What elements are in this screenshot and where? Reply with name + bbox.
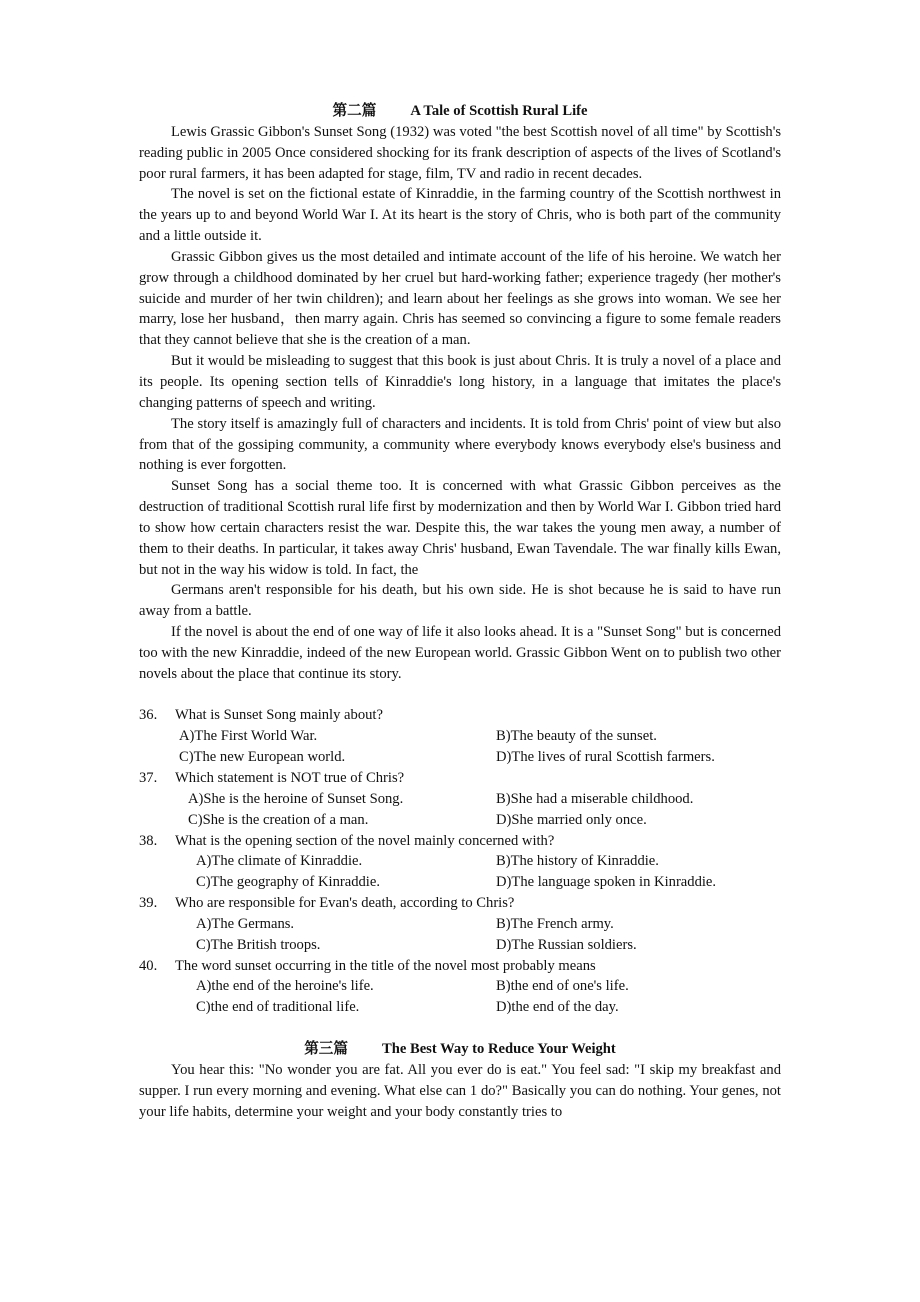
option-row bbox=[139, 914, 781, 935]
option-row bbox=[139, 726, 781, 747]
option-c: C)She is the creation of a man. bbox=[188, 811, 369, 828]
question-stem: What is Sunset Song mainly about? bbox=[175, 707, 383, 724]
question-36 bbox=[139, 705, 781, 726]
option-c: C)The British troops. bbox=[196, 936, 321, 953]
option-row bbox=[139, 976, 781, 997]
option-d: D)The Russian soldiers. bbox=[496, 936, 637, 953]
option-row bbox=[139, 810, 781, 831]
section2-paragraph-5: The story itself is amazingly full of characters and incidents. It is told from Chris' point of view but also from that of the gossiping community, a community where everybody knows everybody else's business and nothing is ever forgotten. bbox=[139, 415, 781, 474]
question-stem: Who are responsible for Evan's death, according to Chris? bbox=[175, 895, 515, 912]
section2-label: 第二篇 bbox=[332, 103, 377, 119]
section2-paragraph-8: If the novel is about the end of one way of life it also looks ahead. It is a "Sunset Song" but is concerned too with the new Kinraddie, indeed of the new European world. Grassic Gibbon Went on to publish two other novels about the place that continue its story. bbox=[139, 624, 781, 682]
option-b: B)The history of Kinraddie. bbox=[496, 853, 659, 870]
option-row bbox=[139, 851, 781, 872]
option-row bbox=[139, 872, 781, 893]
section3-heading bbox=[139, 1039, 781, 1060]
question-stem: Which statement is NOT true of Chris? bbox=[175, 770, 405, 786]
section2-paragraph-7: Germans aren't responsible for his death, but his own side. He is shot because he is said to have run away from a battle. bbox=[139, 582, 781, 620]
option-row bbox=[139, 789, 781, 810]
question-number: 36. bbox=[139, 707, 158, 724]
option-b: B)the end of one's life. bbox=[496, 978, 629, 995]
option-d: D)The lives of rural Scottish farmers. bbox=[496, 749, 715, 766]
question-37 bbox=[139, 768, 781, 789]
option-a: A)the end of the heroine's life. bbox=[196, 978, 374, 995]
document-page bbox=[139, 101, 781, 1122]
question-number: 39. bbox=[139, 895, 158, 912]
question-38 bbox=[139, 831, 781, 852]
section2-paragraph-3: Grassic Gibbon gives us the most detailed and intimate account of the life of his heroine. We watch her grow through a childhood dominated by her cruel but hard-working father; experience tragedy (her mother's suicide and murder of her twin children); and learn about her feelings as she grows into woman. We see her marry, lose her husband，then marry again. Chris has seemed so convincing a figure to some female readers that they cannot believe that she is the creation of a man. bbox=[139, 248, 781, 349]
option-b: B)The beauty of the sunset. bbox=[496, 728, 657, 745]
option-c: C)The geography of Kinraddie. bbox=[196, 874, 380, 891]
question-number: 40. bbox=[139, 957, 158, 974]
option-row bbox=[139, 747, 781, 768]
question-stem: What is the opening section of the novel mainly concerned with? bbox=[175, 832, 555, 849]
section2-paragraph-1: Lewis Grassic Gibbon's Sunset Song (1932) was voted "the best Scottish novel of all time" by Scottish's reading public in 2005 Once considered shocking for its frank description of aspects of the lives of Scotland's poor rural farmers, it has been adapted for stage, film, TV and radio in recent decades. bbox=[139, 123, 781, 182]
question-number: 37. bbox=[139, 770, 158, 786]
question-stem: The word sunset occurring in the title of the novel most probably means bbox=[175, 957, 596, 974]
option-a: A)The First World War. bbox=[179, 728, 318, 745]
section2-heading bbox=[139, 101, 781, 122]
option-a: A)She is the heroine of Sunset Song. bbox=[188, 790, 404, 807]
option-b: B)She had a miserable childhood. bbox=[496, 790, 694, 807]
section3-title: The Best Way to Reduce Your Weight bbox=[382, 1040, 616, 1057]
question-40 bbox=[139, 956, 781, 977]
option-row bbox=[139, 935, 781, 956]
spacer bbox=[139, 685, 781, 706]
section2-paragraph-6: Sunset Song has a social theme too. It is concerned with what Grassic Gibbon perceives as the destruction of traditional Scottish rural life first by modernization and then by World War I. Gibbon tried hard to show how certain characters resist the war. Despite this, the war takes the young men away, a number of them to their deaths. In particular, it takes away Chris' husband, Ewan Tavendale. The war finally kills Ewan, but not in the way his widow is told. In fact, the bbox=[139, 478, 781, 578]
option-row bbox=[139, 997, 781, 1018]
question-number: 38. bbox=[139, 832, 158, 849]
section3-label: 第三篇 bbox=[304, 1040, 348, 1057]
question-39 bbox=[139, 893, 781, 914]
spacer bbox=[139, 1018, 781, 1039]
option-a: A)The climate of Kinraddie. bbox=[196, 853, 363, 870]
option-d: D)She married only once. bbox=[496, 811, 647, 828]
section2-paragraph-2: The novel is set on the fictional estate of Kinraddie, in the farming country of the Scottish northwest in the years up to and beyond World War I. At its heart is the story of Chris, who is both part of the community and a little outside it. bbox=[139, 186, 781, 245]
option-d: D)the end of the day. bbox=[496, 999, 619, 1016]
option-a: A)The Germans. bbox=[196, 915, 295, 932]
option-c: C)The new European world. bbox=[179, 749, 346, 766]
section2-title: A Tale of Scottish Rural Life bbox=[410, 103, 588, 119]
option-c: C)the end of traditional life. bbox=[196, 999, 360, 1016]
section3-paragraph-1: You hear this: "No wonder you are fat. All you ever do is eat." You feel sad: "I skip my breakfast and supper. I run every morning and evening. What else can 1 do?" Basically you can do nothing. Your genes, not your life habits, determine your weight and your body constantly tries to bbox=[139, 1061, 781, 1120]
section2-paragraph-4: But it would be misleading to suggest that this book is just about Chris. It is truly a novel of a place and its people. Its opening section tells of Kinraddie's long history, in a language that imitates the place's changing patterns of speech and writing. bbox=[139, 353, 781, 411]
option-b: B)The French army. bbox=[496, 915, 614, 932]
option-d: D)The language spoken in Kinraddie. bbox=[496, 874, 717, 891]
